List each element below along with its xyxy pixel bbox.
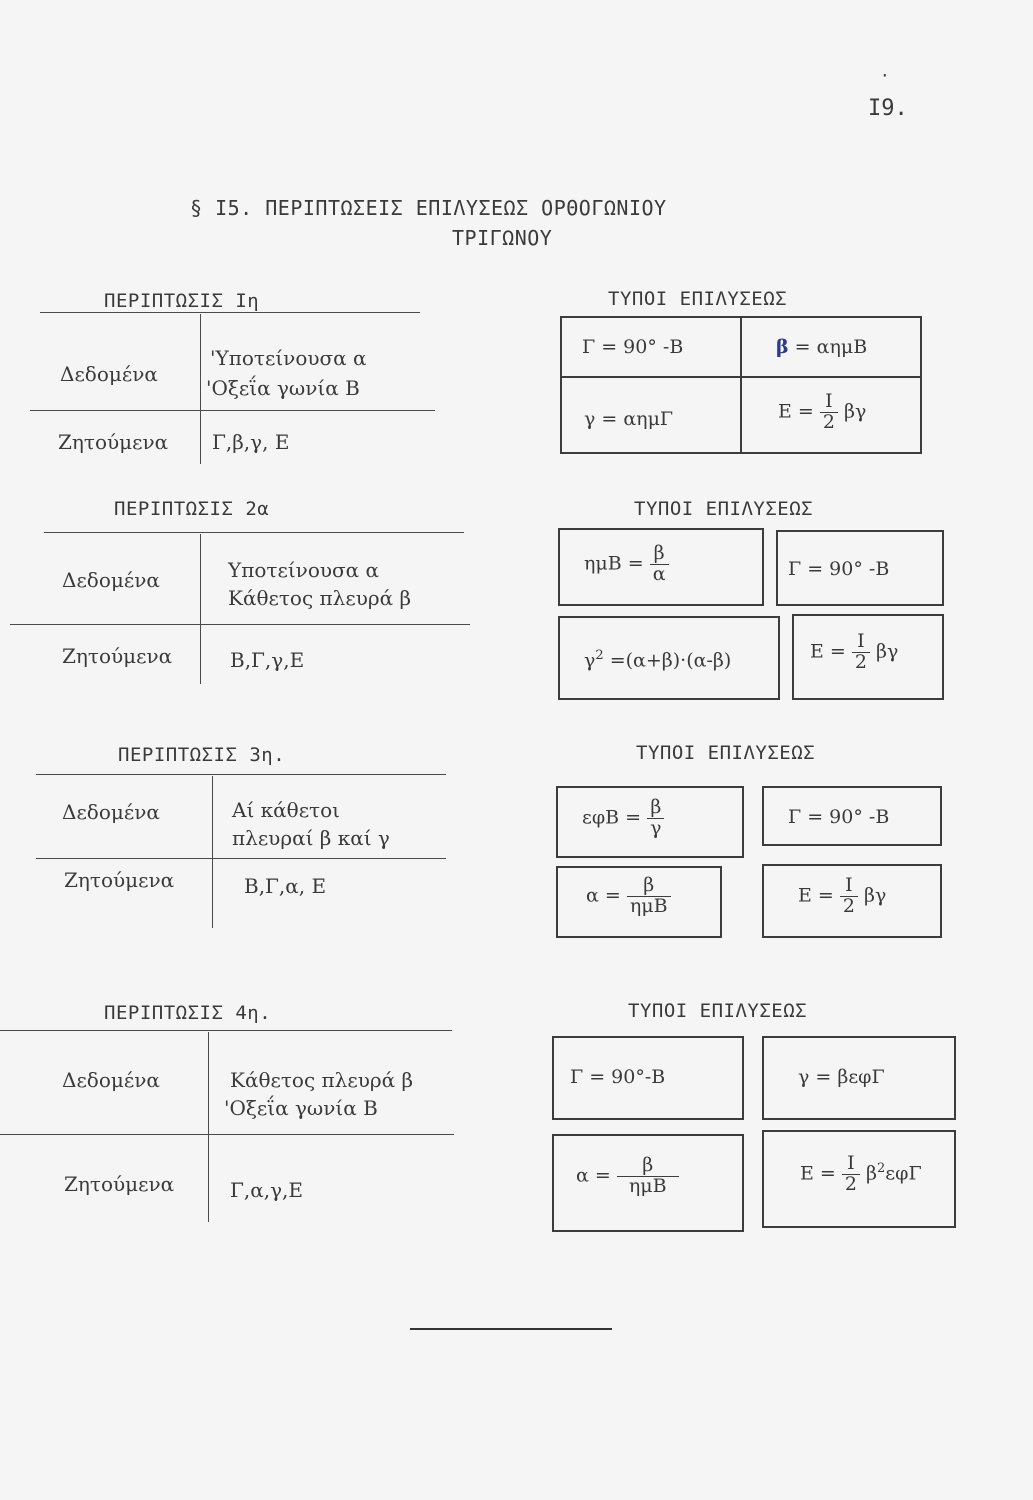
c2-formula-1-box [558, 528, 764, 606]
case-4-sought-label: Ζητούμενα [64, 1172, 175, 1196]
case-1-given-label: Δεδομένα [60, 362, 158, 386]
section-heading [190, 196, 667, 220]
c2-formula-1-num: β [653, 542, 665, 564]
c4-formula-3-num: β [642, 1154, 654, 1176]
c4-formula-3-box [552, 1134, 744, 1232]
case-3-given-label: Δεδομένα [62, 800, 160, 824]
c4-formula-1-box [552, 1036, 744, 1120]
case-3-divider [212, 776, 213, 928]
c3-formula-1-num: β [650, 796, 662, 818]
c4-formula-2: γ = βεφΓ [798, 1066, 885, 1088]
case-3-sought: Β,Γ,α, Ε [244, 874, 327, 898]
c1-formula-3-box [560, 376, 742, 454]
c2-formula-4-den: 2 [852, 652, 870, 673]
case-4-sought: Γ,α,γ,Ε [230, 1178, 304, 1202]
section-heading-line1: I5. ΠΕΡΙΠΤΩΣΕΙΣ ΕΠΙΛΥΣΕΩΣ ΟΡΘΟΓΩΝΙΟΥ [215, 196, 667, 220]
c2-formula-2: Γ = 90° -Β [788, 558, 890, 580]
c4-formula-3-den: ημΒ [617, 1176, 679, 1197]
c1-formula-2-rhs: = αημΒ [794, 336, 868, 358]
c2-formula-3-rhs: =(α+β)·(α-β) [609, 649, 732, 672]
stray-mark: · [880, 66, 890, 85]
case-4-given-2: 'Οξεΐα γωνία Β [224, 1096, 378, 1120]
c3-formula-2-box [762, 786, 942, 846]
c3-formula-4-lhs: Ε = [798, 884, 834, 907]
case-2-given-label: Δεδομένα [62, 568, 160, 592]
case-2-title: ΠΕΡΙΠΤΩΣΙΣ 2α [114, 498, 270, 520]
case-3-mid-rule [36, 858, 446, 859]
case-3-given-2: πλευραί β καί γ [232, 826, 390, 850]
c1-formula-2-box [740, 316, 922, 378]
c1-formula-4-fraction [820, 392, 838, 433]
case-2-given-1: Υποτείνουσα α [228, 558, 380, 582]
c3-formula-1-lhs: εφΒ = [582, 806, 642, 829]
case-1-given-2: 'Οξεΐα γωνία Β [206, 376, 360, 400]
c2-formula-1-lhs: ημΒ = [584, 552, 644, 575]
c3-formula-1-box [556, 786, 744, 858]
c1-formula-4-rhs: βγ [844, 400, 867, 423]
c4-formula-4-num: I [847, 1152, 855, 1174]
case-1-sought: Γ,β,γ, Ε [212, 430, 290, 454]
c2-formula-4-box [792, 614, 944, 700]
case-3-top-rule [36, 774, 446, 775]
case-4-given-label: Δεδομένα [62, 1068, 160, 1092]
c2-formula-4-rhs: βγ [876, 640, 899, 663]
c4-formula-3-fraction [617, 1156, 679, 1197]
c4-formula-4-fraction [842, 1154, 860, 1195]
case-3-given-1: Αί κάθετοι [232, 798, 340, 822]
case-2-formula-title: ΤΥΠΟΙ ΕΠΙΛΥΣΕΩΣ [634, 498, 814, 520]
case-4-mid-rule [0, 1134, 454, 1135]
c1-formula-4-box [740, 376, 922, 454]
c4-formula-4-lhs: Ε = [800, 1162, 836, 1185]
section-symbol: § [190, 196, 203, 220]
c3-formula-3-den: ημΒ [627, 896, 671, 917]
case-1-given-1: 'Υποτείνουσα α [210, 346, 367, 370]
case-1-top-rule [40, 312, 420, 313]
c3-formula-4-fraction [840, 876, 858, 917]
case-2-mid-rule [10, 624, 470, 625]
c2-formula-1-den: α [650, 564, 669, 585]
c3-formula-3-box [556, 866, 722, 938]
page-number: I9. [868, 96, 908, 121]
c2-formula-3-box [558, 616, 780, 700]
c3-formula-3-num: β [643, 874, 655, 896]
case-2-divider [200, 534, 201, 684]
c2-formula-2-box [776, 530, 944, 606]
c3-formula-1-den: γ [647, 818, 664, 839]
c3-formula-4-den: 2 [840, 896, 858, 917]
case-2-sought-label: Ζητούμενα [62, 644, 173, 668]
case-3-formula-title: ΤΥΠΟΙ ΕΠΙΛΥΣΕΩΣ [636, 742, 816, 764]
c4-formula-4-rhs: β [866, 1162, 878, 1185]
case-3-sought-label: Ζητούμενα [64, 868, 175, 892]
c3-formula-4-num: I [845, 874, 853, 896]
c3-formula-4-box [762, 864, 942, 938]
case-4-title: ΠΕΡΙΠΤΩΣΙΣ 4η. [104, 1002, 272, 1024]
c2-formula-4-fraction [852, 632, 870, 673]
section-heading-line2: ΤΡΙΓΩΝΟΥ [452, 226, 553, 250]
c4-formula-4-box [762, 1130, 956, 1228]
case-1-formula-title: ΤΥΠΟΙ ΕΠΙΛΥΣΕΩΣ [608, 288, 788, 310]
c1-formula-3: γ = αημΓ [584, 408, 674, 430]
c3-formula-3-fraction [627, 876, 671, 917]
c2-formula-3-exp: 2 [595, 648, 604, 663]
c2-formula-1-fraction [650, 544, 669, 585]
c1-formula-4-num: I [825, 390, 833, 412]
c4-formula-4-den: 2 [842, 1174, 860, 1195]
c3-formula-2: Γ = 90° -Β [788, 806, 890, 828]
c4-formula-3-lhs: α = [576, 1164, 611, 1187]
case-4-divider [208, 1032, 209, 1222]
c1-formula-1: Γ = 90° -Β [582, 336, 684, 358]
c1-formula-1-box [560, 316, 742, 378]
c2-formula-3-lhs: γ [584, 649, 596, 672]
c2-formula-4-lhs: Ε = [810, 640, 846, 663]
c4-formula-4-tail: εφΓ [885, 1162, 922, 1185]
case-2-sought: Β,Γ,γ,Ε [230, 648, 305, 672]
case-4-formula-title: ΤΥΠΟΙ ΕΠΙΛΥΣΕΩΣ [628, 1000, 808, 1022]
case-4-given-1: Κάθετος πλευρά β [230, 1068, 414, 1092]
c3-formula-1-fraction [647, 798, 664, 839]
case-2-given-2: Κάθετος πλευρά β [228, 586, 412, 610]
case-1-sought-label: Ζητούμενα [58, 430, 169, 454]
c1-formula-4-lhs: Ε = [778, 400, 814, 423]
case-3-title: ΠΕΡΙΠΤΩΣΙΣ 3η. [118, 744, 286, 766]
case-1-title: ΠΕΡΙΠΤΩΣΙΣ Iη [104, 290, 260, 312]
c2-formula-4-num: I [857, 630, 865, 652]
c4-formula-2-box [762, 1036, 956, 1120]
case-2-top-rule [44, 532, 464, 533]
case-1-divider [200, 314, 201, 464]
c3-formula-3-lhs: α = [586, 884, 621, 907]
c1-formula-2-lhs: β [776, 336, 789, 358]
c4-formula-4-exp: 2 [877, 1161, 886, 1177]
c1-formula-4-den: 2 [820, 412, 838, 433]
c4-formula-1: Γ = 90°-Β [570, 1066, 666, 1088]
case-4-top-rule [0, 1030, 452, 1031]
closing-rule [410, 1328, 612, 1330]
case-1-mid-rule [30, 410, 435, 411]
c3-formula-4-rhs: βγ [864, 884, 887, 907]
